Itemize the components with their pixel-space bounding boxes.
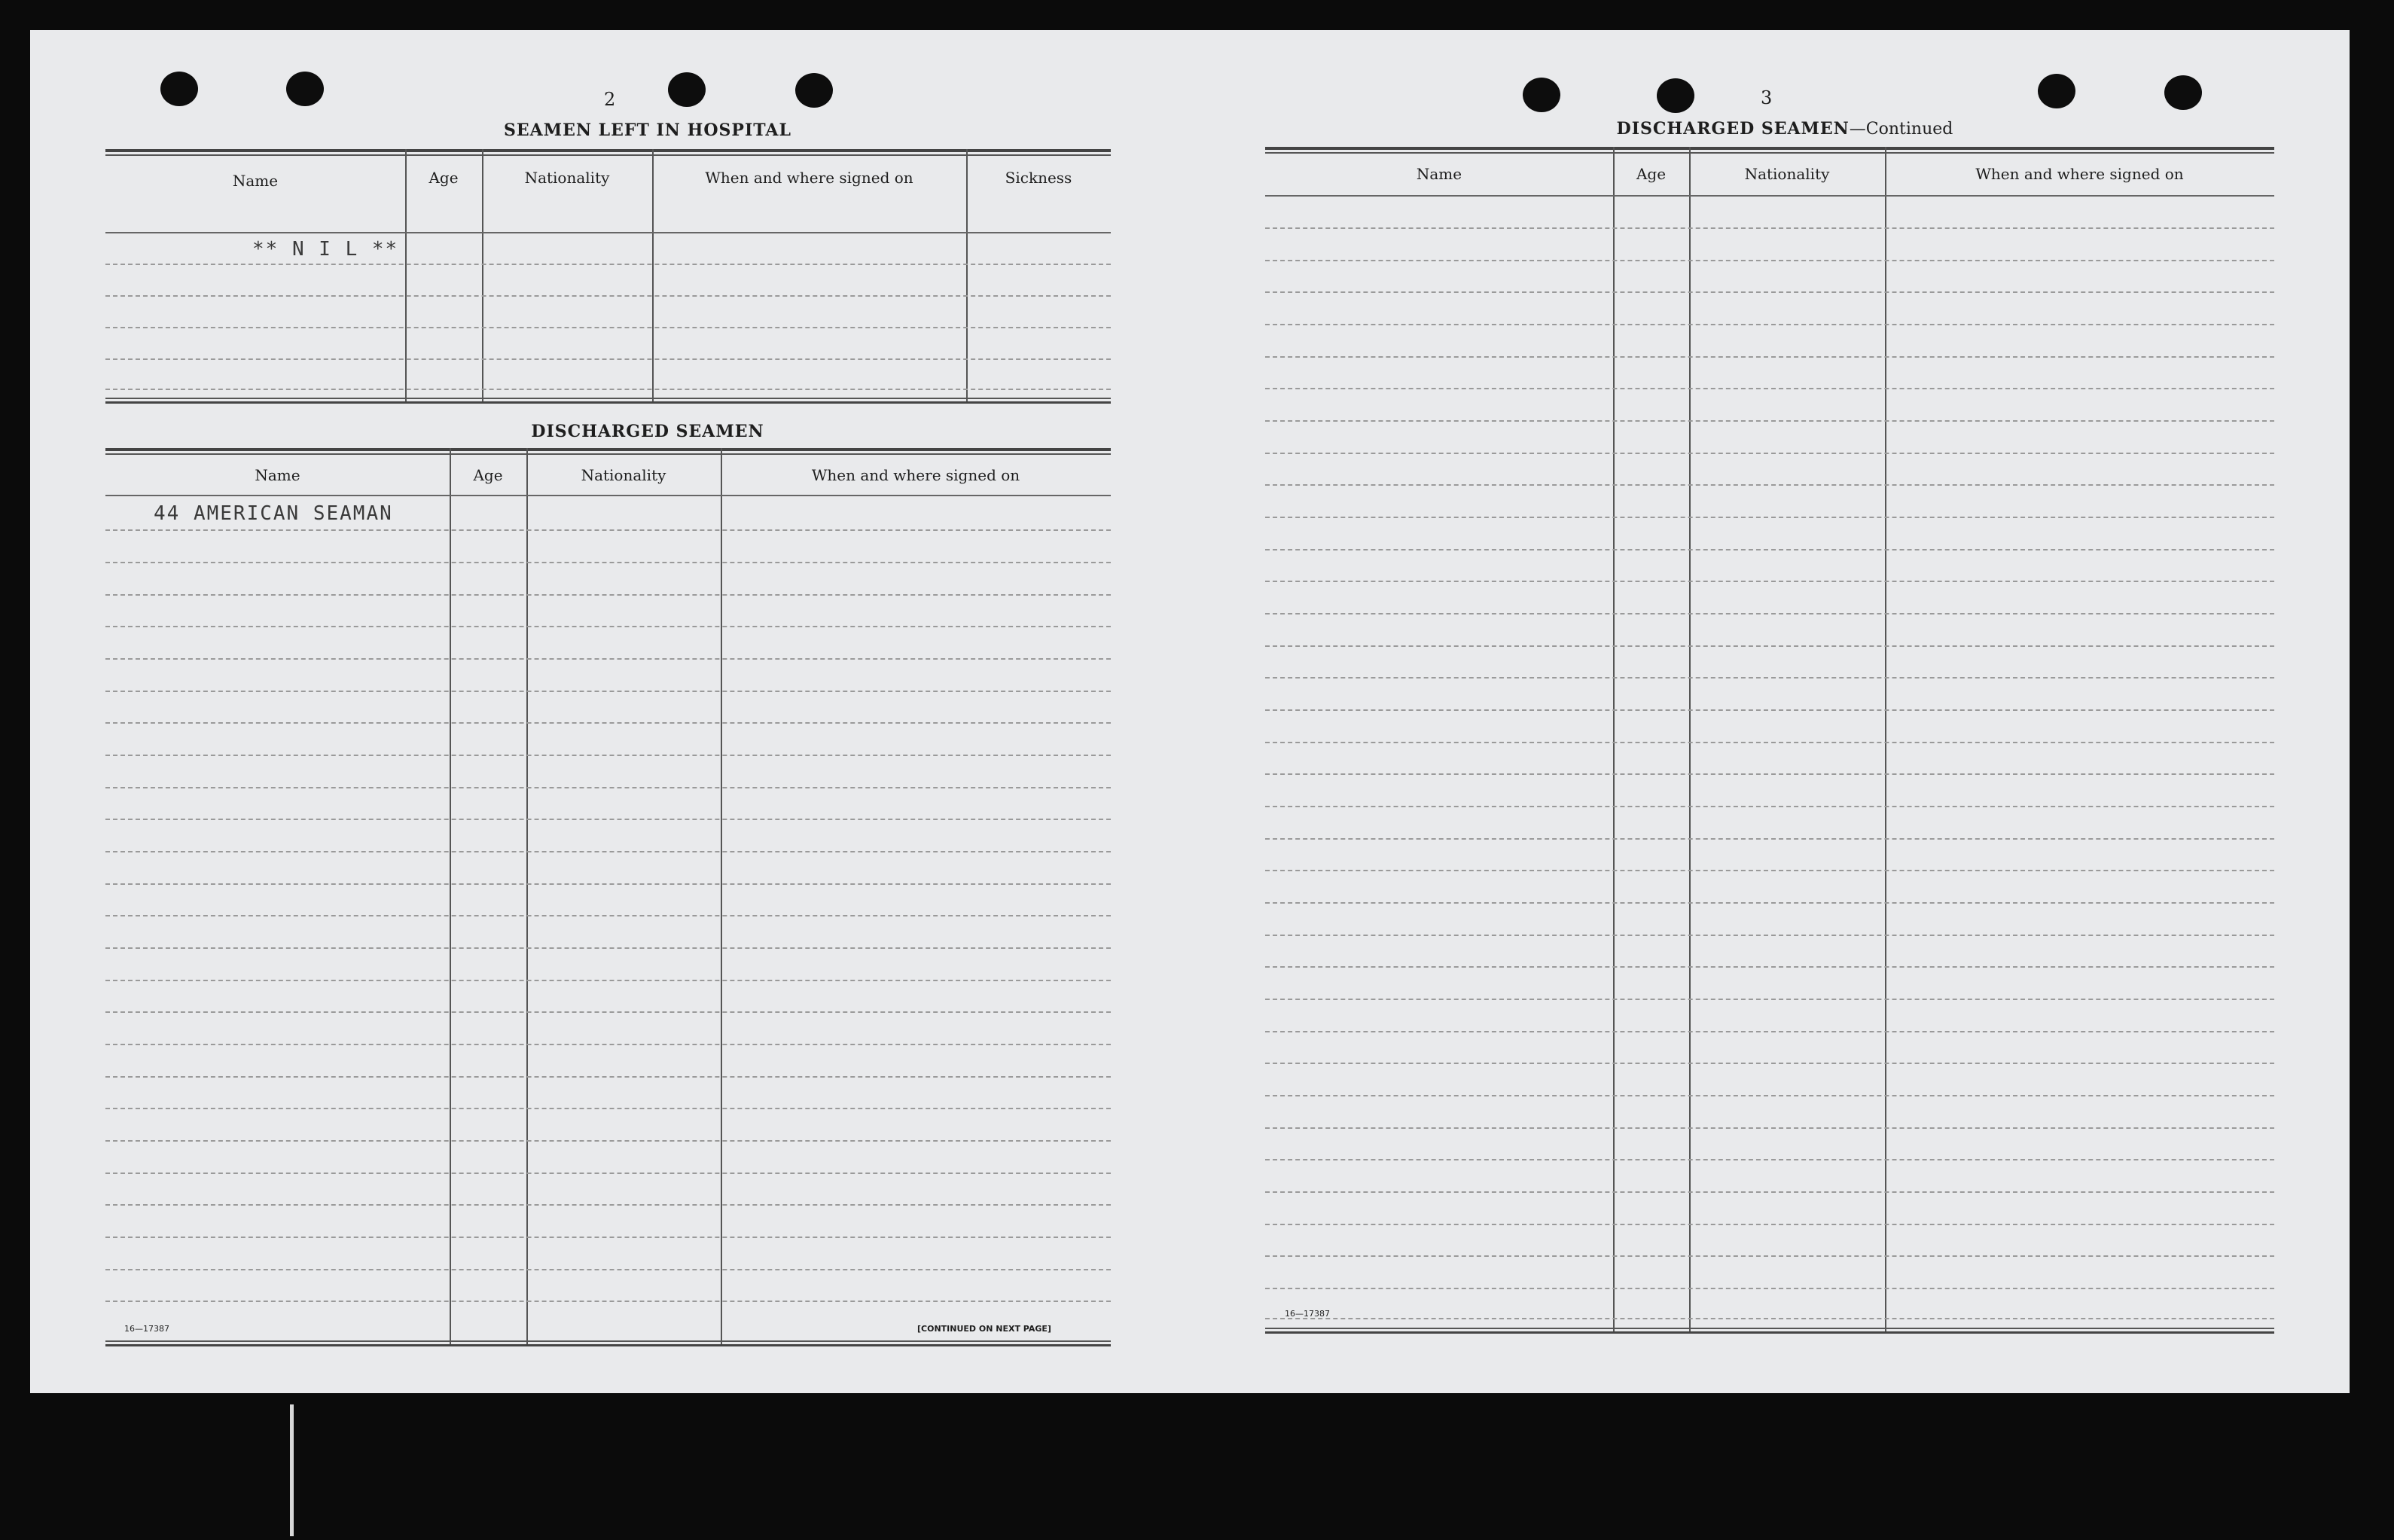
- col-header-when-where: When and where signed on: [811, 466, 1020, 484]
- discharged-table-right: [1265, 147, 2274, 1344]
- page-number-left: 2: [604, 89, 616, 110]
- punch-hole: [1657, 78, 1694, 113]
- col-header-when-where: When and where signed on: [1975, 165, 2184, 183]
- binding-thread: [290, 1404, 294, 1536]
- col-header-nationality: Nationality: [1744, 165, 1830, 183]
- col-header-name: Name: [232, 172, 279, 190]
- discharged-continued-title: [1514, 119, 2056, 139]
- col-header-sickness: Sickness: [1005, 169, 1072, 187]
- page-number-right: 3: [1761, 87, 1773, 108]
- discharged-entry: 44 AMERICAN SEAMAN: [154, 502, 393, 525]
- col-header-nationality: Nationality: [524, 169, 610, 187]
- punch-hole: [286, 72, 324, 106]
- hospital-table: [105, 149, 1111, 403]
- document-sheet: [30, 30, 2350, 1393]
- discharged-table-left: [105, 448, 1111, 1348]
- col-header-age: Age: [428, 169, 459, 187]
- punch-hole: [668, 72, 706, 107]
- col-header-when-where: When and where signed on: [705, 169, 913, 187]
- punch-hole: [2164, 75, 2202, 110]
- discharged-section-title: DISCHARGED SEAMEN: [531, 422, 764, 441]
- col-header-name: Name: [255, 466, 300, 484]
- col-header-nationality: Nationality: [581, 466, 666, 484]
- hospital-nil-entry: ** N I L **: [252, 238, 399, 261]
- col-header-age: Age: [473, 466, 503, 484]
- punch-hole: [795, 73, 833, 108]
- form-number-left: 16—17387: [124, 1324, 169, 1334]
- col-header-name: Name: [1416, 165, 1462, 183]
- hospital-section-title: SEAMEN LEFT IN HOSPITAL: [504, 120, 791, 140]
- discharged-continued-title-main: DISCHARGED SEAMEN: [1616, 119, 1850, 139]
- punch-hole: [160, 72, 198, 106]
- continued-suffix: —Continued: [1849, 120, 1953, 139]
- punch-hole: [1523, 78, 1560, 112]
- punch-hole: [2038, 74, 2075, 108]
- col-header-age: Age: [1636, 165, 1667, 183]
- continued-note: [CONTINUED ON NEXT PAGE]: [917, 1324, 1051, 1334]
- form-number-right: 16—17387: [1285, 1309, 1330, 1319]
